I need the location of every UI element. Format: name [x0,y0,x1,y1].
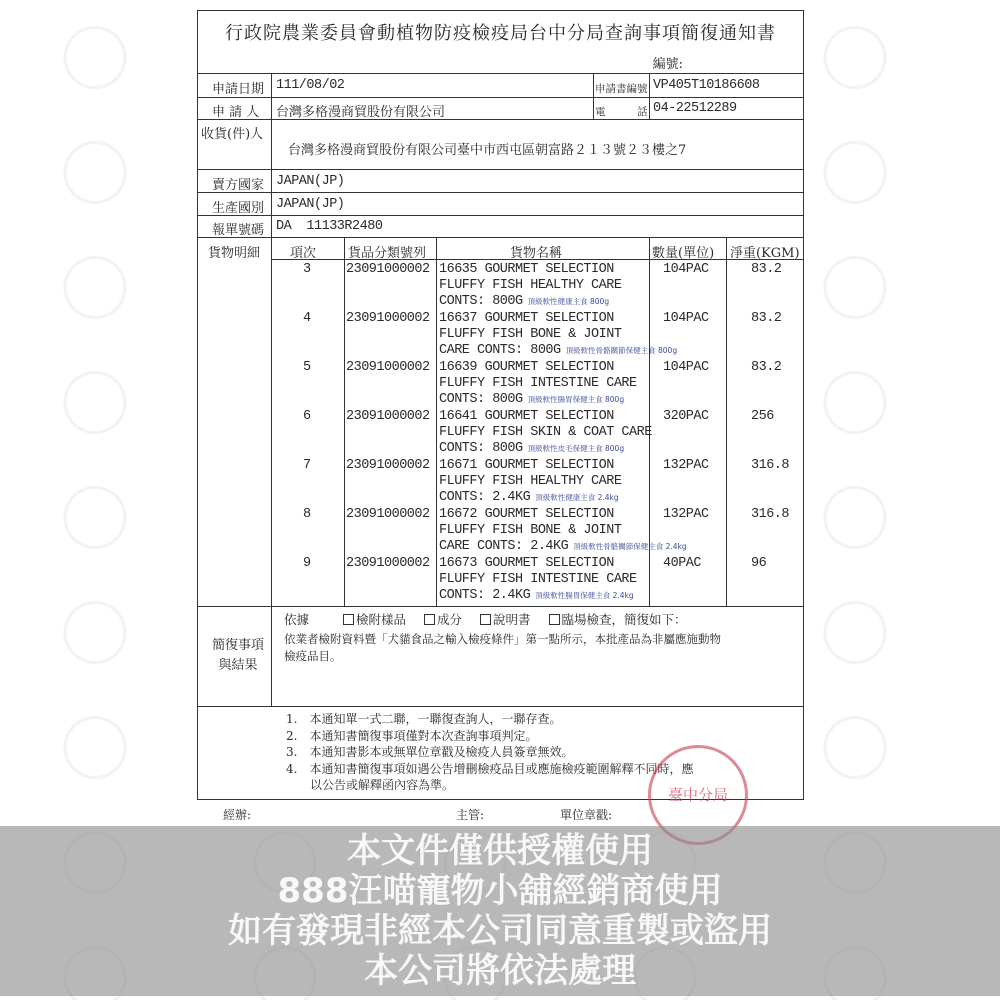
goods-name-line: FLUFFY FISH BONE & JOINT [439,327,622,342]
quantity: 104PAC [663,311,709,326]
decl-no-label: 報單號碼 [212,223,265,238]
ingredient-option: 成分 [437,612,463,627]
goods-row [198,507,803,555]
basis-label: 依據 [284,612,310,627]
goods-chinese-note: 頂級軟性腸胃保健主食 2.4kg [535,591,634,600]
goods-name-line: CONTS: 800G [439,294,523,309]
tariff-code: 23091000002 [346,360,430,375]
origin-value: JAPAN(JP) [276,197,345,212]
goods-name-last-line [439,490,619,506]
tariff-code: 23091000002 [346,409,430,424]
net-weight: 256 [751,409,774,424]
reply-options [284,610,687,628]
goods-chinese-note: 頂級軟性皮毛保健主食 800g [527,444,625,453]
col-header-qty: 數量(單位) [652,246,715,261]
note-item: 3. 本通知書影本或無單位章戳及檢疫人員簽章無效。 [286,745,574,759]
goods-name-line: CARE CONTS: 2.4KG [439,539,569,554]
app-no-label: 申請書編號 [595,83,648,95]
reply-label-line1: 簡復事項 [212,638,265,653]
manual-option: 說明書 [493,612,531,627]
item-number: 9 [303,556,311,571]
reply-text-2: 檢疫品目。 [284,649,342,663]
origin-label: 生產國別 [212,201,265,216]
notice-document [197,10,804,800]
goods-chinese-note: 頂級軟性骨骼關節保健主食 800g [565,346,678,355]
goods-chinese-note: 頂級軟性腸胃保健主食 800g [527,395,625,404]
net-weight: 316.8 [751,458,790,473]
ingredient-checkbox [424,614,435,625]
item-number: 3 [303,262,311,277]
inspection-checkbox [549,614,560,625]
watermark-overlay-band [0,826,1000,996]
manual-checkbox [480,614,491,625]
tariff-code: 23091000002 [346,507,430,522]
goods-row [198,458,803,506]
quantity: 104PAC [663,262,709,277]
goods-name-last-line [439,343,677,359]
item-number: 5 [303,360,311,375]
consignee-label: 收貨(件)人 [201,127,264,142]
goods-name-last-line [439,441,624,457]
goods-name-line: CARE CONTS: 800G [439,343,561,358]
decl-no-value: DA 11133R2480 [276,219,383,234]
item-number: 4 [303,311,311,326]
goods-name-last-line [439,539,687,555]
quantity: 132PAC [663,458,709,473]
goods-chinese-note: 頂級軟性健康主食 2.4kg [535,493,619,502]
goods-name-line: FLUFFY FISH INTESTINE CARE [439,376,637,391]
goods-name-line: CONTS: 800G [439,441,523,456]
reply-text-1: 依業者檢附資料暨「犬貓食品之輸入檢疫條件」第一點所示，本批產品為非屬應施動物 [284,632,721,646]
net-weight: 83.2 [751,311,782,326]
goods-name-line: FLUFFY FISH HEALTHY CARE [439,474,622,489]
goods-name-line: 16672 GOURMET SELECTION [439,507,614,522]
goods-name-line: CONTS: 2.4KG [439,588,531,603]
goods-name-line: 16637 GOURMET SELECTION [439,311,614,326]
goods-row [198,409,803,457]
col-header-code: 貨品分類號列 [348,246,427,261]
seller-country-value: JAPAN(JP) [276,174,345,189]
net-weight: 83.2 [751,262,782,277]
serial-label: 編號: [652,57,683,72]
note-item: 以公告或解釋函內容為準。 [286,778,455,792]
col-header-item: 項次 [290,246,317,261]
inspection-option: 臨場檢查，簡復如下： [561,612,687,627]
goods-name-line: 16639 GOURMET SELECTION [439,360,614,375]
apply-date-value: 111/08/02 [276,78,345,93]
seller-country-label: 賣方國家 [212,178,265,193]
app-no-value: VP405T10186608 [653,78,760,93]
goods-name-line: 16635 GOURMET SELECTION [439,262,614,277]
goods-row [198,311,803,359]
notes-list [286,711,693,794]
goods-chinese-note: 頂級軟性健康主食 800g [527,297,610,306]
col-header-weight: 淨重(KGM) [730,246,800,261]
goods-name-line: FLUFFY FISH BONE & JOINT [439,523,622,538]
quantity: 320PAC [663,409,709,424]
goods-name-line: FLUFFY FISH INTESTINE CARE [439,572,637,587]
phone-value: 04-22512289 [653,101,737,116]
overlay-line-4: 本公司將依法處理 [364,951,636,991]
note-item: 2. 本通知書簡復事項僅對本次查詢事項判定。 [286,728,538,743]
goods-name-line: CONTS: 2.4KG [439,490,531,505]
reply-label-line2: 與結果 [218,658,258,673]
goods-name-last-line [439,294,609,310]
consignee-value: 台灣多格漫商貿股份有限公司臺中市西屯區朝富路２１３號２３樓之7 [288,143,687,158]
applicant-label: 申 請 人 [212,105,260,120]
goods-row [198,262,803,310]
supervisor-label: 主管: [456,808,485,822]
reply-label [212,636,264,676]
tariff-code: 23091000002 [346,458,430,473]
goods-name-line: FLUFFY FISH HEALTHY CARE [439,278,622,293]
item-number: 8 [303,507,311,522]
apply-date-label: 申請日期 [212,82,265,97]
net-weight: 83.2 [751,360,782,375]
item-number: 7 [303,458,311,473]
official-seal-stamp: 臺中分局 [648,745,748,845]
goods-label: 貨物明細 [208,246,261,261]
tariff-code: 23091000002 [346,556,430,571]
goods-row [198,556,803,604]
overlay-line-2: 888汪喵寵物小舖經銷商使用 [277,871,723,911]
col-header-name: 貨物名稱 [510,246,563,261]
note-item: 1. 本通知單一式二聯，一聯復查詢人，一聯存查。 [286,712,562,726]
goods-name-last-line [439,588,634,604]
goods-name-line: FLUFFY FISH SKIN & COAT CARE [439,425,652,440]
seal-label: 單位章戳: [560,808,613,822]
goods-row [198,360,803,408]
item-number: 6 [303,409,311,424]
net-weight: 96 [751,556,767,571]
sample-checkbox [343,614,354,625]
net-weight: 316.8 [751,507,790,522]
quantity: 104PAC [663,360,709,375]
phone-label: 電 話 [595,106,648,118]
goods-name-last-line [439,392,624,408]
overlay-line-1: 本文件僅供授權使用 [347,831,653,871]
goods-name-line: 16673 GOURMET SELECTION [439,556,614,571]
sample-option: 檢附樣品 [356,612,407,627]
overlay-line-3: 如有發現非經本公司同意重製或盜用 [228,911,772,951]
handler-label: 經辦: [223,808,252,822]
tariff-code: 23091000002 [346,262,430,277]
document-title: 行政院農業委員會動植物防疫檢疫局台中分局查詢事項簡復通知書 [225,23,776,44]
note-item: 4. 本通知書簡復事項如遇公告增刪檢疫品目或應施檢疫範圍解釋不同時，應 [286,761,694,776]
tariff-code: 23091000002 [346,311,430,326]
quantity: 132PAC [663,507,709,522]
applicant-value: 台灣多格漫商貿股份有限公司 [276,105,446,120]
goods-name-line: CONTS: 800G [439,392,523,407]
quantity: 40PAC [663,556,702,571]
goods-name-line: 16641 GOURMET SELECTION [439,409,614,424]
goods-chinese-note: 頂級軟性骨骼關節保健主食 2.4kg [573,542,687,551]
goods-name-line: 16671 GOURMET SELECTION [439,458,614,473]
